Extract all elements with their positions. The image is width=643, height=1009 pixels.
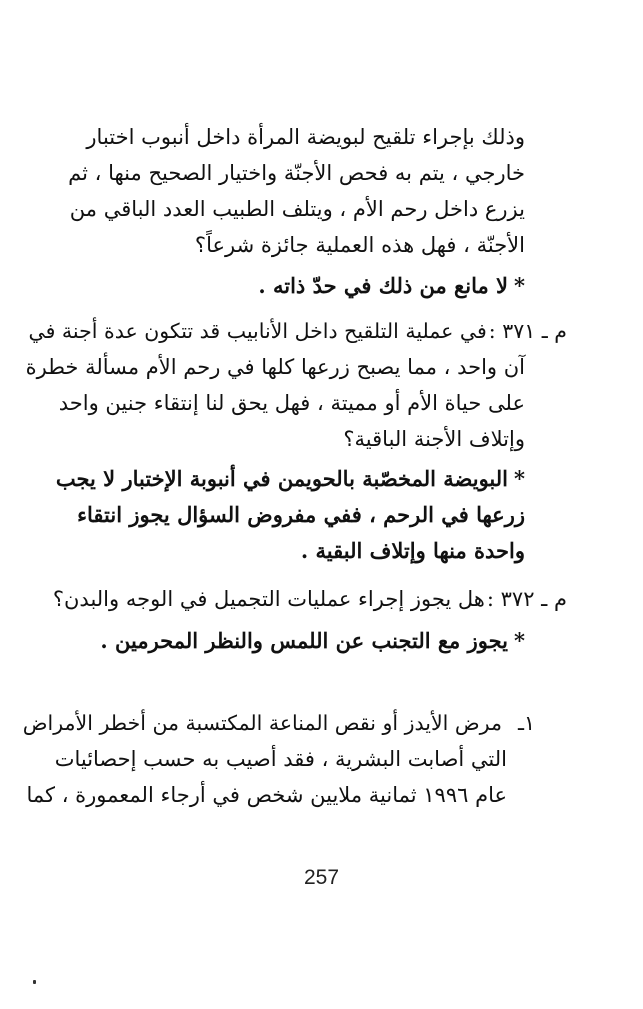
footnote-text: مرض الأيدز أو نقص المناعة المكتسبة من أخطر الأمراض: [22, 711, 502, 735]
asterisk-mark: *: [514, 466, 525, 491]
scan-speck: [33, 980, 36, 984]
text-line: وذلك بإجراء تلقيح لبويضة المرأة داخل أنبوب اختبار: [86, 125, 525, 149]
text-line: آن واحد ، مما يصبح زرعها كلها في رحم الأم مسألة خطرة: [25, 355, 525, 379]
text-line: الأجنّة ، فهل هذه العملية جائزة شرعاً؟: [194, 233, 525, 257]
footnote-line: عام ١٩٩٦ ثمانية ملايين شخص في أرجاء المعمورة ، كما: [26, 783, 507, 807]
footnote-line: [23, 708, 535, 738]
answer-line: [56, 464, 525, 494]
question-number: م ـ ٣٧١ :: [488, 319, 567, 343]
text-line: على حياة الأم أو مميتة ، فهل يحق لنا إنتقاء جنين واحد: [58, 391, 525, 415]
answer-text: لا مانع من ذلك في حدّ ذاته .: [258, 273, 509, 298]
question-number: م ـ ٣٧٢ :: [486, 587, 567, 611]
answer-line: [258, 271, 525, 301]
text-line: وإتلاف الأجنة الباقية؟: [343, 427, 525, 451]
asterisk-mark: *: [514, 273, 525, 298]
answer-line: زرعها في الرحم ، ففي مفروض السؤال يجوز انتقاء: [77, 502, 525, 527]
answer-text: يجوز مع التجنب عن اللمس والنظر المحرمين .: [100, 628, 509, 653]
answer-text: البويضة المخصّبة بالحويمن في أنبوبة الإختبار لا يجب: [55, 466, 509, 491]
footnote-line: التي أصابت البشرية ، فقد أصيب به حسب إحصائيات: [54, 747, 507, 771]
footnote-marker: ١ـ: [517, 711, 535, 735]
question-line: [53, 584, 567, 614]
text-line: خارجي ، يتم به فحص الأجنّة واختيار الصحيح منها ، ثم: [68, 161, 525, 185]
question-text: هل يجوز إجراء عمليات التجميل في الوجه والبدن؟: [52, 587, 485, 611]
asterisk-mark: *: [514, 628, 525, 653]
answer-line: [100, 626, 525, 656]
text-line: يزرع داخل رحم الأم ، ويتلف الطبيب العدد الباقي من: [69, 197, 525, 221]
page-number: 257: [303, 866, 340, 889]
question-line: [29, 316, 567, 346]
question-text: في عملية التلقيح داخل الأنابيب قد تتكون عدة أجنة في: [28, 319, 487, 343]
answer-line: واحدة منها وإتلاف البقية .: [300, 538, 525, 563]
